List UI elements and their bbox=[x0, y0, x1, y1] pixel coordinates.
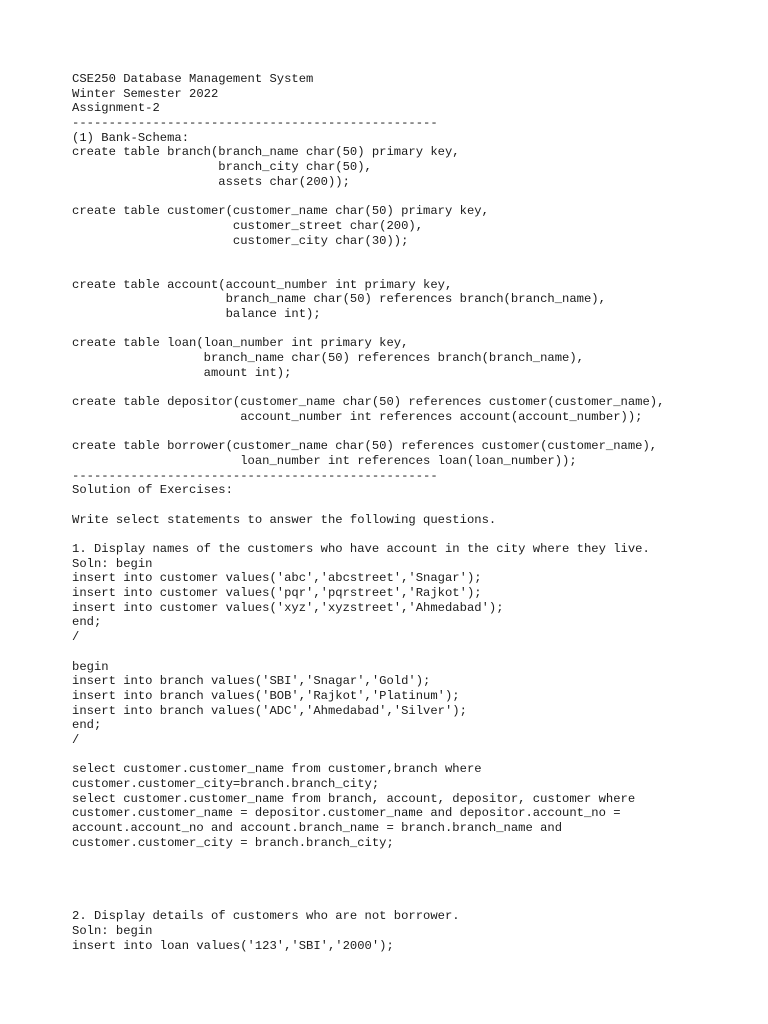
document-line: balance int); bbox=[72, 307, 321, 321]
document-line bbox=[72, 850, 752, 865]
document-line: Write select statements to answer the following questions. bbox=[72, 512, 497, 527]
document-line: CSE250 Database Management System bbox=[72, 72, 314, 86]
document-line: select customer.customer_name from branch, account, depositor, customer where bbox=[72, 791, 636, 806]
document-line: 2. Display details of customers who are not borrower. bbox=[72, 909, 460, 924]
document-line bbox=[72, 380, 752, 395]
document-line: branch_city char(50), bbox=[72, 160, 372, 175]
document-line: create table loan(loan_number int primary key, bbox=[72, 336, 409, 351]
document-line: end; bbox=[72, 615, 102, 630]
document-line: create table depositor(customer_name char(50) references customer(customer_name), bbox=[72, 395, 665, 410]
document-line bbox=[72, 895, 752, 910]
document-line: Solution of Exercises: bbox=[72, 483, 233, 498]
document-line bbox=[72, 322, 752, 337]
document-line: Soln: begin bbox=[72, 556, 153, 571]
document-line: customer_city char(30)); bbox=[72, 233, 409, 248]
document-line bbox=[72, 190, 752, 205]
document-line: begin bbox=[72, 659, 109, 674]
document-line: assets char(200)); bbox=[72, 174, 350, 189]
document-line: branch_name char(50) references branch(branch_name), bbox=[72, 292, 606, 307]
document-line bbox=[72, 248, 752, 263]
document-line: -------------------------------------------------- bbox=[72, 468, 438, 483]
document-line: Assignment-2 bbox=[72, 101, 160, 116]
document-line bbox=[72, 748, 752, 763]
document-line bbox=[72, 865, 752, 880]
document-line bbox=[72, 880, 752, 895]
document-line bbox=[72, 527, 752, 542]
document-page bbox=[72, 72, 752, 953]
document-line: insert into branch values('SBI','Snagar','Gold'); bbox=[72, 674, 431, 689]
document-line: insert into loan values('123','SBI','2000'); bbox=[72, 938, 394, 953]
document-line bbox=[72, 263, 752, 278]
document-line: create table borrower(customer_name char(50) references customer(customer_name), bbox=[72, 439, 658, 454]
document-line: create table branch(branch_name char(50) primary key, bbox=[72, 145, 460, 160]
document-line: insert into branch values('BOB','Rajkot','Platinum'); bbox=[72, 688, 460, 703]
document-line: create table customer(customer_name char(50) primary key, bbox=[72, 204, 489, 219]
document-line: customer_street char(200), bbox=[72, 218, 424, 233]
document-line: end; bbox=[72, 718, 102, 733]
document-line: insert into customer values('pqr','pqrstreet','Rajkot'); bbox=[72, 586, 482, 601]
document-line: customer.customer_name = depositor.customer_name and depositor.account_no = bbox=[72, 806, 621, 821]
document-line bbox=[72, 498, 752, 513]
document-line: / bbox=[72, 630, 80, 645]
document-line: select customer.customer_name from customer,branch where bbox=[72, 762, 482, 777]
document-line bbox=[72, 645, 752, 660]
document-line: insert into branch values('ADC','Ahmedabad','Silver'); bbox=[72, 703, 467, 718]
document-line: (1) Bank-Schema: bbox=[72, 130, 190, 145]
document-line: amount int); bbox=[72, 365, 292, 380]
document-line: -------------------------------------------------- bbox=[72, 116, 438, 131]
document-line: Winter Semester 2022 bbox=[72, 86, 219, 101]
document-line: insert into customer values('abc','abcstreet','Snagar'); bbox=[72, 571, 482, 586]
document-line: customer.customer_city=branch.branch_city; bbox=[72, 777, 380, 791]
document-line: / bbox=[72, 732, 80, 747]
document-line: account_number int references account(account_number)); bbox=[72, 409, 643, 424]
document-line bbox=[72, 425, 752, 440]
document-line: Soln: begin bbox=[72, 923, 153, 938]
document-line: customer.customer_city = branch.branch_city; bbox=[72, 835, 394, 850]
document-line: branch_name char(50) references branch(branch_name), bbox=[72, 351, 584, 366]
document-line: create table account(account_number int primary key, bbox=[72, 277, 453, 292]
document-line: account.account_no and account.branch_name = branch.branch_name and bbox=[72, 821, 563, 836]
document-line: 1. Display names of the customers who have account in the city where they live. bbox=[72, 542, 650, 556]
document-line: insert into customer values('xyz','xyzstreet','Ahmedabad'); bbox=[72, 600, 504, 615]
document-line: loan_number int references loan(loan_number)); bbox=[72, 453, 577, 468]
